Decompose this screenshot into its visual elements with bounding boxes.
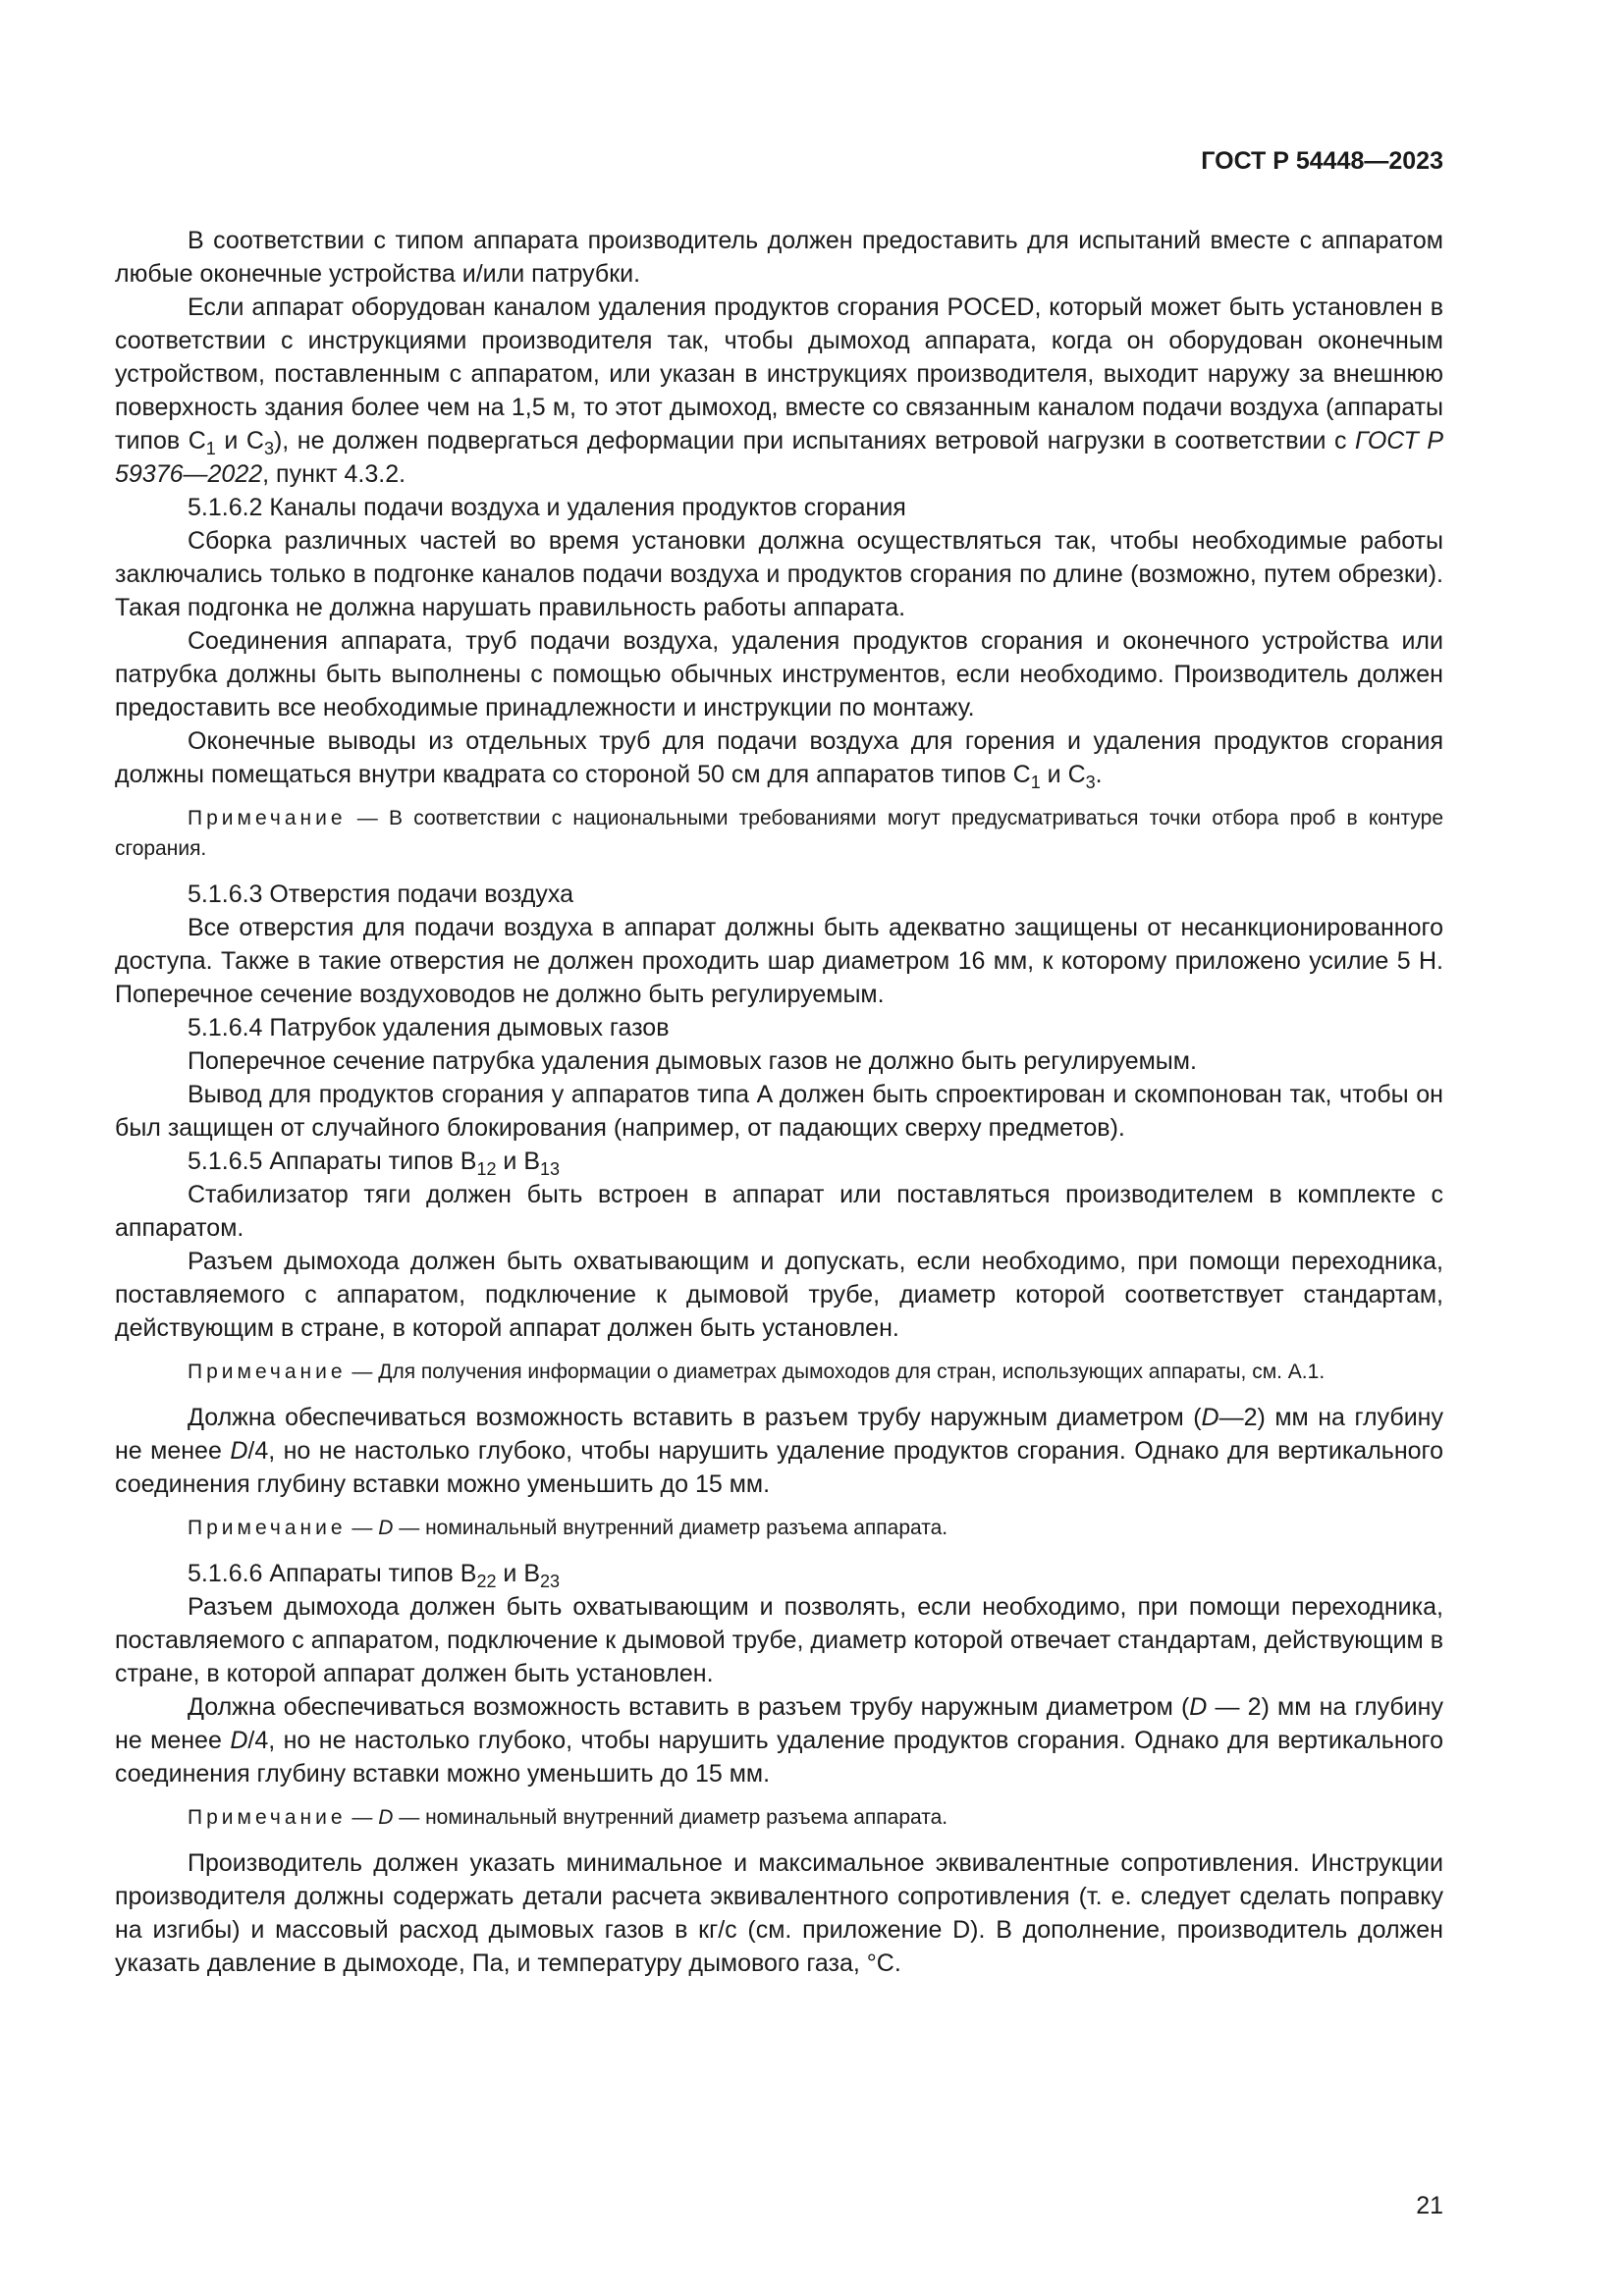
note: Примечание — D — номинальный внутренний диаметр разъема аппарата. [188, 1517, 948, 1539]
paragraph: Разъем дымохода должен быть охватывающим и допускать, если необходимо, при помощи переходника, поставляемого с аппаратом, подключение к дымовой трубе, диаметр которой соответствует стандартам, действующим в стране, в которой аппарат должен быть установлен. [115, 1248, 1443, 1342]
paragraph: Поперечное сечение патрубка удаления дымовых газов не должно быть регулируемым. [188, 1047, 1197, 1075]
section-heading-5-1-6-5: 5.1.6.5 Аппараты типов $B_{12}$ и $B_{13}$ [188, 1148, 561, 1179]
document-body [115, 224, 1443, 1980]
paragraph: Разъем дымохода должен быть охватывающим и позволять, если необходимо, при помощи переходника, поставляемого с аппаратом, подключение к дымовой трубе, диаметр которой отвечает стандартам, действующим в стране, в которой аппарат должен быть установлен. [115, 1593, 1443, 1687]
paragraph: Если аппарат оборудован каналом удаления продуктов сгорания POCED, который может быть установлен в соответствии с инструкциями производителя так, чтобы дымоход аппарата, когда он оборудован оконечным устройством, поставленным с аппаратом, или указан в инструкциях производителя, выходит наружу за внешнюю поверхность здания более чем на 1,5 м, то этот дымоход, вместе со связанным каналом подачи воздуха (аппараты типов $C_1$ и $C_3$), не должен подвергаться деформации при испытаниях ветровой нагрузки в соответствии с ГОСТ Р 59376—2022, пункт 4.3.2. [115, 294, 1443, 488]
paragraph: Оконечные выводы из отдельных труб для подачи воздуха для горения и удаления продуктов сгорания должны помещаться внутри квадрата со стороной 50 см для аппаратов типов $C_1$ и $C_3$. [115, 727, 1443, 792]
note: Примечание — D — номинальный внутренний диаметр разъема аппарата. [188, 1806, 948, 1829]
note-label: Примечание [188, 807, 347, 829]
page-number: 21 [1416, 2192, 1443, 2219]
paragraph: Вывод для продуктов сгорания у аппаратов типа A должен быть спроектирован и скомпонован так, чтобы он был защищен от случайного блокирования (например, от падающих сверху предметов). [115, 1081, 1443, 1142]
paragraph: Должна обеспечиваться возможность вставить в разъем трубу наружным диаметром (D — 2) мм на глубину не менее D/4, но не настолько глубоко, чтобы нарушить удаление продуктов сгорания. Однако для вертикального соединения глубину вставки можно уменьшить до 15 мм. [115, 1693, 1444, 1788]
paragraph: Все отверстия для подачи воздуха в аппарат должны быть адекватно защищены от несанкционированного доступа. Также в такие отверстия не должен проходить шар диаметром 16 мм, к которому приложено усилие 5 Н. Поперечное сечение воздуховодов не должно быть регулируемым. [115, 914, 1443, 1008]
subscript: 13 [540, 1159, 561, 1179]
paragraph: Сборка различных частей во время установки должна осуществляться так, чтобы необходимые работы заключались только в подгонке каналов подачи воздуха и продуктов сгорания по длине (возможно, путем обрезки). Такая подгонка не должна нарушать правильность работы аппарата. [115, 527, 1443, 621]
variable-d: D [230, 1437, 248, 1465]
paragraph: Производитель должен указать минимальное и максимальное эквивалентные сопротивления. Инструкции производителя должны содержать детали расчета эквивалентного сопротивления (т. е. следует сделать поправку на изгибы) и массовый расход дымовых газов в кг/с (см. приложение D). В дополнение, производитель должен указать давление в дымоходе, Па, и температуру дымового газа, °С. [115, 1849, 1443, 1977]
section-heading-5-1-6-3: 5.1.6.3 Отверстия подачи воздуха [188, 881, 574, 908]
subscript: 3 [263, 439, 274, 458]
subscript: 3 [1085, 773, 1096, 792]
subscript: 23 [540, 1572, 561, 1591]
paragraph: Должна обеспечиваться возможность вставить в разъем трубу наружным диаметром (D—2) мм на глубину не менее D/4, но не настолько глубоко, чтобы нарушить удаление продуктов сгорания. Однако для вертикального соединения глубину вставки можно уменьшить до 15 мм. [115, 1404, 1444, 1498]
document-header: ГОСТ Р 54448—2023 [1201, 147, 1443, 175]
section-heading-5-1-6-2: 5.1.6.2 Каналы подачи воздуха и удаления продуктов сгорания [188, 494, 906, 521]
note-label: Примечание [188, 1517, 347, 1539]
paragraph: В соответствии с типом аппарата производитель должен предоставить для испытаний вместе с аппаратом любые оконечные устройства и/или патрубки. [115, 227, 1443, 288]
section-heading-5-1-6-4: 5.1.6.4 Патрубок удаления дымовых газов [188, 1014, 670, 1041]
variable-d: D [1189, 1693, 1208, 1721]
note: Примечание — В соответствии с национальными требованиями могут предусматриваться точки отбора проб в контуре сгорания. [115, 807, 1443, 860]
variable-d: D [378, 1806, 394, 1829]
standard-reference: ГОСТ Р 59376—2022 [115, 427, 1443, 488]
subscript: 22 [476, 1572, 497, 1591]
note-label: Примечание [188, 1806, 347, 1829]
paragraph: Стабилизатор тяги должен быть встроен в аппарат или поставляться производителем в комплекте с аппаратом. [115, 1181, 1443, 1242]
variable-d: D [378, 1517, 394, 1539]
variable-d: D [230, 1727, 248, 1754]
variable-d: D [1201, 1404, 1219, 1431]
section-heading-5-1-6-6: 5.1.6.6 Аппараты типов $B_{22}$ и $B_{23}$ [188, 1560, 561, 1591]
note: Примечание — Для получения информации о диаметрах дымоходов для стран, использующих аппараты, см. A.1. [188, 1361, 1326, 1383]
paragraph: Соединения аппарата, труб подачи воздуха, удаления продуктов сгорания и оконечного устройства или патрубка должны быть выполнены с помощью обычных инструментов, если необходимо. Производитель должен предоставить все необходимые принадлежности и инструкции по монтажу. [115, 627, 1443, 721]
note-label: Примечание [188, 1361, 347, 1383]
subscript: 1 [1030, 773, 1041, 792]
subscript: 12 [476, 1159, 497, 1179]
subscript: 1 [205, 439, 216, 458]
